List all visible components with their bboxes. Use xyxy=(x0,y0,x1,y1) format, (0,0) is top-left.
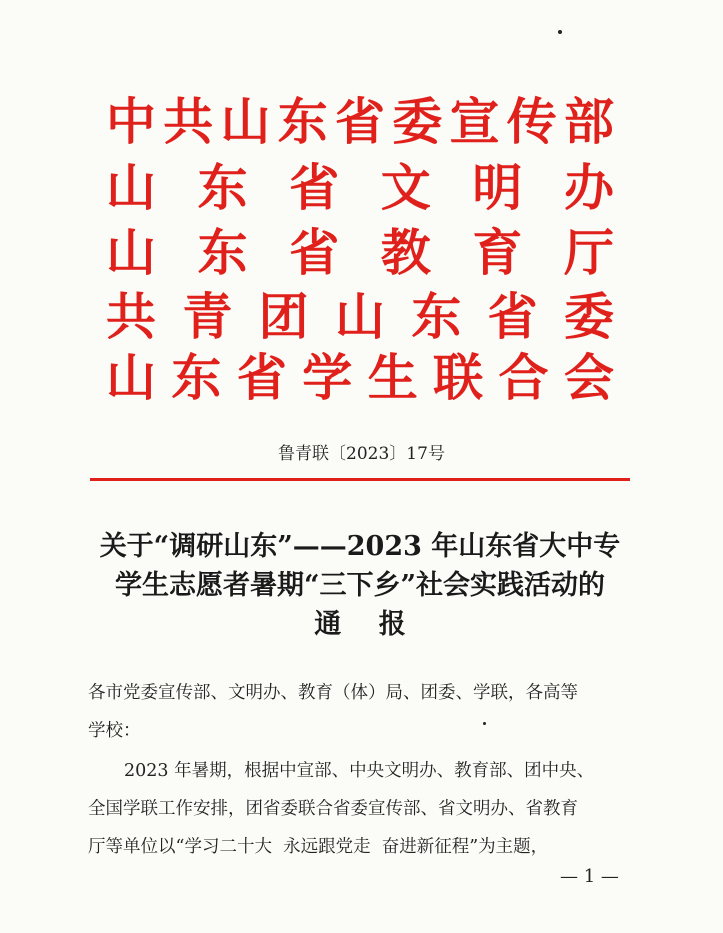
issuer-char: 育 xyxy=(472,223,523,282)
issuer-char: 东 xyxy=(171,348,222,407)
issuer-char: 委 xyxy=(563,287,614,346)
issuer-char: 明 xyxy=(472,158,523,217)
issuer-char: 山 xyxy=(106,223,156,282)
issuer-char: 山 xyxy=(334,287,385,346)
paragraph-line-1: 2023 年暑期，根据中宣部、中央文明办、教育部、团中央、 xyxy=(124,761,595,781)
salutation-line-2: 学校： xyxy=(88,721,141,741)
issuer-char: 山 xyxy=(106,348,156,407)
issuer-char: 省 xyxy=(335,92,385,151)
issuer-line-5 xyxy=(105,348,615,408)
issuer-char: 省 xyxy=(289,223,340,282)
issuer-char: 联 xyxy=(433,348,484,407)
issuer-char: 传 xyxy=(506,92,557,151)
page-number: — 1 — xyxy=(560,866,619,887)
issuer-char: 委 xyxy=(392,92,443,151)
issuer-char: 东 xyxy=(277,92,328,151)
issuer-char: 宣 xyxy=(449,92,500,151)
issuer-char: 省 xyxy=(236,348,287,407)
issuer-line-4 xyxy=(105,287,615,347)
issuer-char: 山 xyxy=(220,92,271,151)
issuer-char: 团 xyxy=(258,287,309,346)
issuer-char: 东 xyxy=(197,223,248,282)
paragraph-line-3: 厅等单位以“学习二十大 永远跟党走 奋进新征程”为主题， xyxy=(88,837,549,857)
title-line-3: 通 报 xyxy=(314,609,406,640)
title-line-2: 学生志愿者暑期“三下乡”社会实践活动的 xyxy=(114,570,606,601)
issuer-char: 共 xyxy=(106,287,156,346)
issuer-char: 山 xyxy=(106,158,156,217)
issuer-char: 东 xyxy=(411,287,462,346)
issuer-char: 厅 xyxy=(563,223,614,282)
document-number: 鲁青联〔2023〕17号 xyxy=(278,444,445,464)
red-divider xyxy=(90,478,630,481)
title-line-1: 关于“调研山东”——2023 年山东省大中专 xyxy=(99,531,621,562)
issuer-char: 文 xyxy=(380,158,431,217)
issuer-line-1 xyxy=(105,92,615,152)
issuer-char: 学 xyxy=(302,348,353,407)
issuer-char: 东 xyxy=(197,158,248,217)
issuer-char: 中 xyxy=(106,92,156,151)
salutation-line-1: 各市党委宣传部、文明办、教育（体）局、团委、学联，各高等 xyxy=(88,683,578,703)
issuer-char: 办 xyxy=(563,158,614,217)
issuer-char: 共 xyxy=(163,92,214,151)
issuer-char: 部 xyxy=(564,92,614,151)
scan-speck xyxy=(483,722,486,725)
scan-speck xyxy=(558,30,562,34)
issuer-char: 教 xyxy=(380,223,431,282)
issuer-char: 省 xyxy=(289,158,340,217)
issuer-char: 青 xyxy=(182,287,233,346)
issuer-line-3 xyxy=(105,223,615,283)
issuer-char: 省 xyxy=(487,287,538,346)
issuer-char: 合 xyxy=(498,348,549,407)
issuer-char: 生 xyxy=(367,348,418,407)
paragraph-line-2: 全国学联工作安排，团省委联合省委宣传部、省文明办、省教育 xyxy=(88,799,578,819)
issuer-line-2 xyxy=(105,158,615,218)
issuer-char: 会 xyxy=(563,348,614,407)
